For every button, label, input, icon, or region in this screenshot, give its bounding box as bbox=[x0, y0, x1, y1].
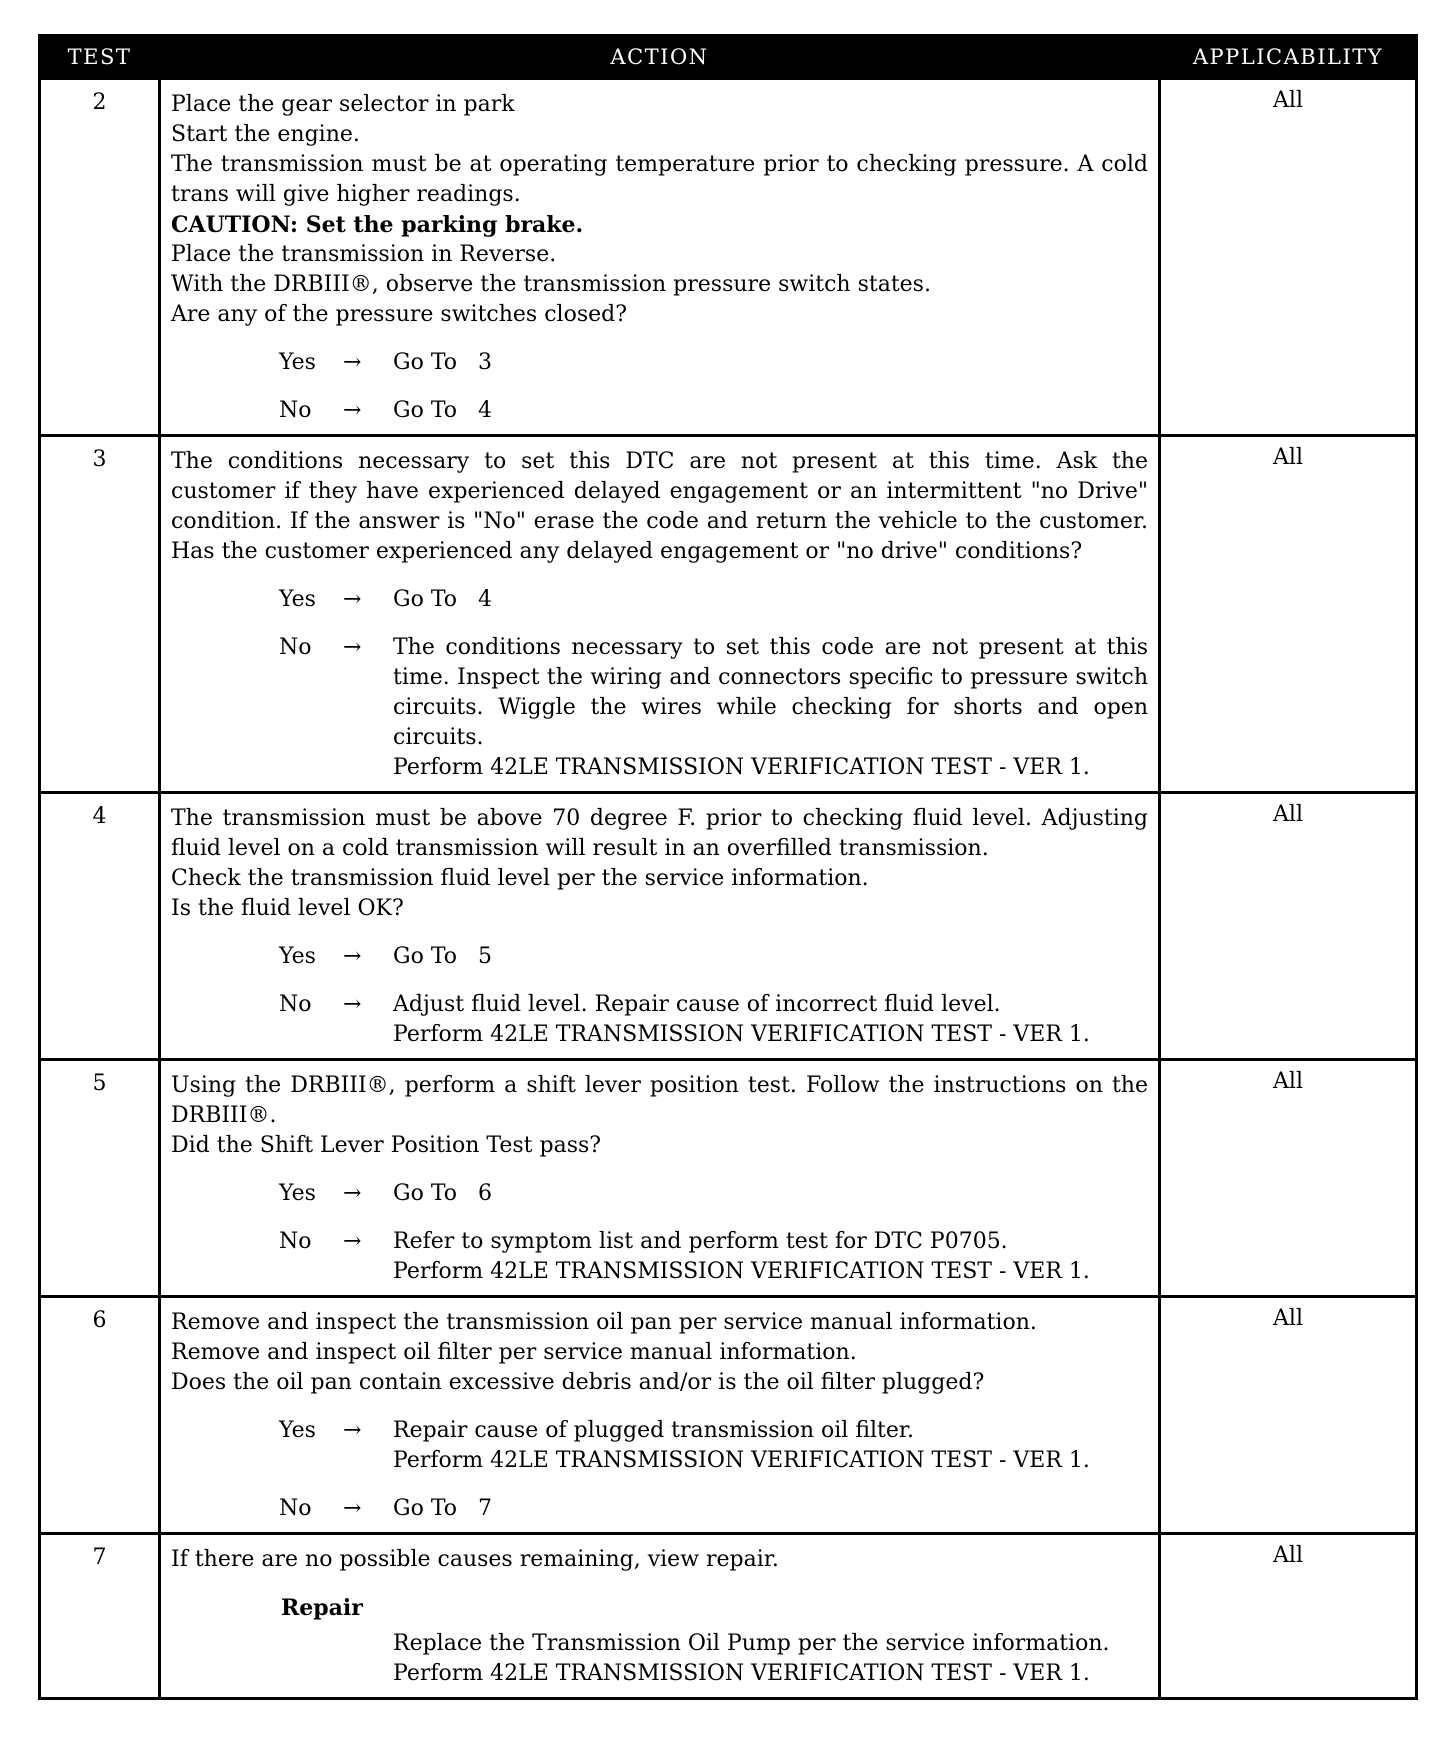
table-row bbox=[40, 1060, 1417, 1297]
instruction-line: Remove and inspect oil filter per service manual information. bbox=[171, 1340, 857, 1365]
result-text: Perform 42LE TRANSMISSION VERIFICATION TEST - VER 1. bbox=[393, 755, 1090, 780]
applicability-value: All bbox=[1160, 793, 1417, 1060]
right-arrow-icon: → bbox=[343, 944, 362, 969]
branch-result bbox=[393, 633, 1148, 783]
branch-no bbox=[171, 633, 1148, 783]
action-cell bbox=[160, 1060, 1160, 1297]
test-number: 2 bbox=[40, 79, 160, 436]
right-arrow-icon: → bbox=[343, 635, 362, 660]
instruction-line: With the DRBIII®, observe the transmission pressure switch states. bbox=[171, 272, 931, 297]
branch-result bbox=[393, 348, 1148, 378]
branch-result bbox=[393, 942, 1148, 972]
right-arrow-icon: → bbox=[343, 398, 362, 423]
caution-text: CAUTION: Set the parking brake. bbox=[171, 212, 584, 238]
branch-result bbox=[393, 585, 1148, 615]
branch-label: No bbox=[279, 635, 312, 660]
result-text: Refer to symptom list and perform test for DTC P0705. bbox=[393, 1229, 1008, 1254]
branch-label: Yes bbox=[279, 587, 316, 612]
result-text: Perform 42LE TRANSMISSION VERIFICATION TEST - VER 1. bbox=[393, 1448, 1090, 1473]
branch-no bbox=[171, 1494, 1148, 1524]
result-text: Go To 4 bbox=[393, 587, 492, 612]
table-row bbox=[40, 793, 1417, 1060]
action-cell bbox=[160, 1297, 1160, 1534]
right-arrow-icon: → bbox=[343, 1418, 362, 1443]
repair-text: Replace the Transmission Oil Pump per the service information. bbox=[393, 1631, 1110, 1656]
branch-yes bbox=[171, 585, 1148, 615]
table-body bbox=[40, 79, 1417, 1699]
diagnostic-page bbox=[38, 34, 1415, 1700]
branch-result bbox=[393, 1494, 1148, 1524]
result-text: Go To 7 bbox=[393, 1496, 492, 1521]
applicability-value: All bbox=[1160, 1060, 1417, 1297]
instruction-line: Using the DRBIII®, perform a shift lever position test. Follow the instructions on the DRBIII®. bbox=[171, 1073, 1148, 1128]
test-number: 3 bbox=[40, 436, 160, 793]
instruction-line: Remove and inspect the transmission oil pan per service manual information. bbox=[171, 1310, 1037, 1335]
branch-no bbox=[171, 1227, 1148, 1287]
action-cell bbox=[160, 79, 1160, 436]
branch-yes bbox=[171, 1179, 1148, 1209]
repair-body bbox=[393, 1629, 1148, 1689]
result-text: Go To 5 bbox=[393, 944, 492, 969]
branch-label: No bbox=[279, 1229, 312, 1254]
applicability-value: All bbox=[1160, 1534, 1417, 1699]
header-applicability: APPLICABILITY bbox=[1160, 36, 1417, 79]
instruction-line: Did the Shift Lever Position Test pass? bbox=[171, 1133, 602, 1158]
header-action: ACTION bbox=[160, 36, 1160, 79]
right-arrow-icon: → bbox=[343, 992, 362, 1017]
instruction-line: The conditions necessary to set this DTC are not present at this time. Ask the customer if they have experienced delayed engagement or an intermittent "no Drive" condition. If the answer is "No" erase the code and return the vehicle to the customer. Has the customer experienced any delayed engagement or "no drive" conditions? bbox=[171, 449, 1148, 564]
applicability-value: All bbox=[1160, 1297, 1417, 1534]
instruction-line: Start the engine. bbox=[171, 122, 360, 147]
instruction-line: Check the transmission fluid level per the service information. bbox=[171, 866, 869, 891]
table-row bbox=[40, 79, 1417, 436]
test-number: 5 bbox=[40, 1060, 160, 1297]
table-header-row bbox=[40, 36, 1417, 79]
result-text: Go To 4 bbox=[393, 398, 492, 423]
test-number: 7 bbox=[40, 1534, 160, 1699]
result-text: Adjust fluid level. Repair cause of incorrect fluid level. bbox=[393, 992, 1001, 1017]
branch-result bbox=[393, 396, 1148, 426]
branch-result bbox=[393, 1179, 1148, 1209]
instruction-line: Are any of the pressure switches closed? bbox=[171, 302, 628, 327]
branch-no bbox=[171, 990, 1148, 1050]
test-number: 4 bbox=[40, 793, 160, 1060]
result-text: Go To 3 bbox=[393, 350, 492, 375]
result-text: Perform 42LE TRANSMISSION VERIFICATION TEST - VER 1. bbox=[393, 1259, 1090, 1284]
instruction-line: The transmission must be above 70 degree F. prior to checking fluid level. Adjusting fluid level on a cold transmission will result in an overfilled transmission. bbox=[171, 806, 1148, 861]
branch-label: No bbox=[279, 1496, 312, 1521]
right-arrow-icon: → bbox=[343, 350, 362, 375]
result-text: Repair cause of plugged transmission oil filter. bbox=[393, 1418, 914, 1443]
table-row bbox=[40, 1534, 1417, 1699]
repair-label: Repair bbox=[281, 1595, 363, 1621]
applicability-value: All bbox=[1160, 79, 1417, 436]
action-cell bbox=[160, 1534, 1160, 1699]
instruction-line: The transmission must be at operating temperature prior to checking pressure. A cold trans will give higher readings. bbox=[171, 152, 1148, 207]
branch-label: No bbox=[279, 398, 312, 423]
repair-text: Perform 42LE TRANSMISSION VERIFICATION TEST - VER 1. bbox=[393, 1661, 1090, 1686]
branch-label: No bbox=[279, 992, 312, 1017]
branch-no bbox=[171, 396, 1148, 426]
result-text: Go To 6 bbox=[393, 1181, 492, 1206]
branch-label: Yes bbox=[279, 1418, 316, 1443]
right-arrow-icon: → bbox=[343, 587, 362, 612]
action-cell bbox=[160, 436, 1160, 793]
instruction-line: Is the fluid level OK? bbox=[171, 896, 404, 921]
applicability-value: All bbox=[1160, 436, 1417, 793]
branch-result bbox=[393, 1416, 1148, 1476]
instruction-line: Does the oil pan contain excessive debris and/or is the oil filter plugged? bbox=[171, 1370, 985, 1395]
branch-label: Yes bbox=[279, 944, 316, 969]
result-text: Perform 42LE TRANSMISSION VERIFICATION TEST - VER 1. bbox=[393, 1022, 1090, 1047]
branch-yes bbox=[171, 1416, 1148, 1476]
branch-yes bbox=[171, 942, 1148, 972]
branch-label: Yes bbox=[279, 350, 316, 375]
branch-result bbox=[393, 990, 1148, 1050]
instruction-line: Place the gear selector in park bbox=[171, 92, 515, 117]
branch-yes bbox=[171, 348, 1148, 378]
right-arrow-icon: → bbox=[343, 1181, 362, 1206]
header-test: TEST bbox=[40, 36, 160, 79]
table-row bbox=[40, 436, 1417, 793]
right-arrow-icon: → bbox=[343, 1229, 362, 1254]
instruction-line: Place the transmission in Reverse. bbox=[171, 242, 557, 267]
table-row bbox=[40, 1297, 1417, 1534]
branch-result bbox=[393, 1227, 1148, 1287]
action-cell bbox=[160, 793, 1160, 1060]
right-arrow-icon: → bbox=[343, 1496, 362, 1521]
diagnostic-table bbox=[38, 34, 1418, 1700]
instruction-line: If there are no possible causes remaining, view repair. bbox=[171, 1547, 779, 1572]
branch-label: Yes bbox=[279, 1181, 316, 1206]
test-number: 6 bbox=[40, 1297, 160, 1534]
result-text: The conditions necessary to set this code are not present at this time. Inspect the wiring and connectors specific to pressure switch circuits. Wiggle the wires while checking for shorts and open circuits. bbox=[393, 635, 1148, 750]
